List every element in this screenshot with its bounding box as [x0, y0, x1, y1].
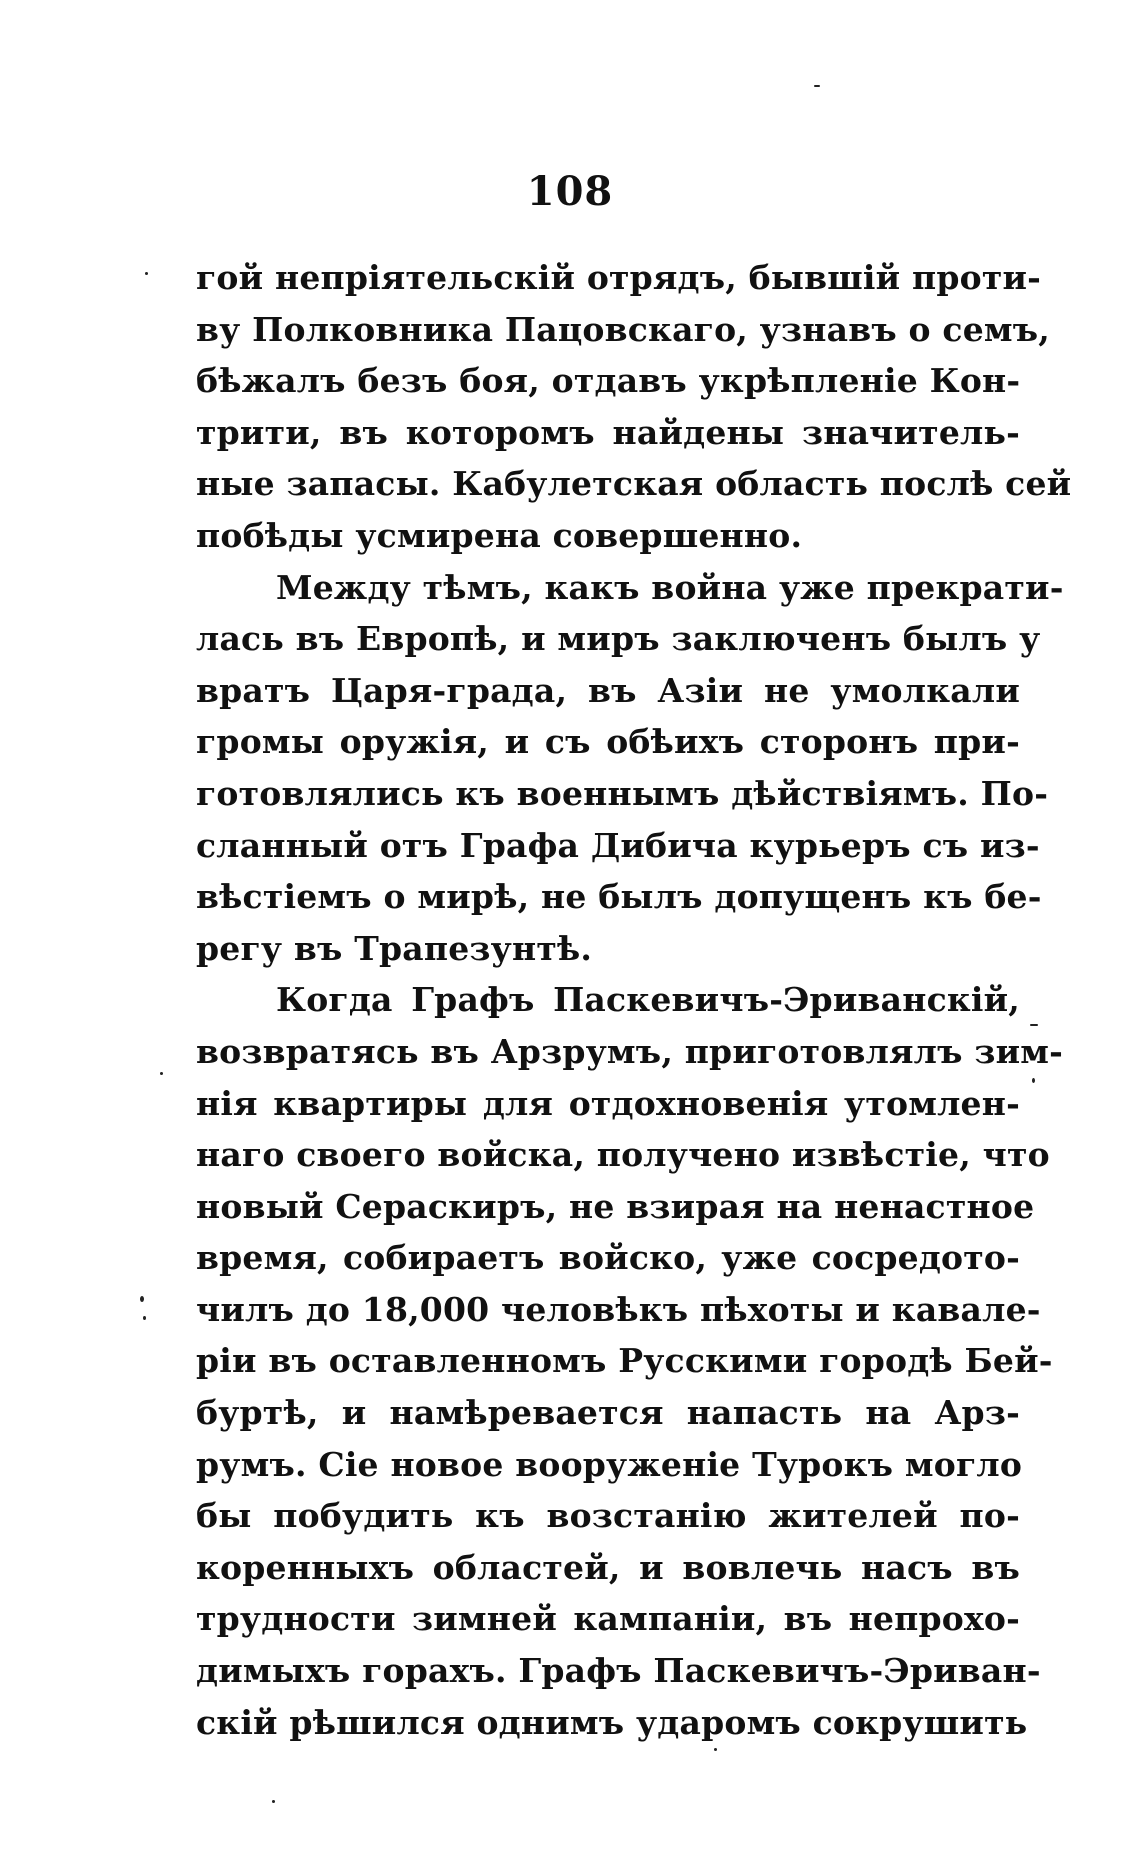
- scan-speck: [140, 1296, 144, 1302]
- scan-speck: [1032, 1078, 1035, 1083]
- text-line: чилъ до 18,000 человѣкъ пѣхоты и кавале-: [196, 1289, 1041, 1329]
- scan-speck: [814, 85, 820, 87]
- text-line: трудности зимней кампаніи, въ непрохо-: [196, 1599, 1020, 1639]
- text-line: побѣды усмирена совершенно.: [196, 515, 803, 555]
- text-line: буртѣ, и намѣревается напасть на Арз-: [196, 1393, 1020, 1433]
- text-line: ные запасы. Кабулетская область послѣ сей: [196, 464, 1072, 504]
- scan-speck: [1030, 1024, 1038, 1026]
- scan-speck: [143, 1316, 146, 1320]
- text-line: румъ. Сіе новое вооруженіе Турокъ могло: [196, 1444, 1023, 1484]
- page-number: 108: [526, 168, 614, 215]
- text-line: Когда Графъ Паскевичъ-Эриванскій,: [276, 980, 1020, 1020]
- text-line: димыхъ горахъ. Графъ Паскевичъ-Эриван-: [196, 1651, 1041, 1691]
- paragraph: [196, 252, 1072, 562]
- text-line: вратъ Царя-града, въ Азіи не умолкали: [196, 670, 1020, 710]
- text-line: бы побудить къ возстанію жителей по-: [196, 1496, 1020, 1536]
- text-line: возвратясь въ Арзрумъ, приготовлялъ зим-: [196, 1031, 1064, 1071]
- text-line: ріи въ оставленномъ Русскими городѣ Бей-: [196, 1341, 1053, 1381]
- text-line: вѣстіемъ о мирѣ, не былъ допущенъ къ бе-: [196, 877, 1042, 917]
- text-line: бѣжалъ безъ боя, отдавъ укрѣпленіе Кон-: [196, 361, 1021, 401]
- text-line: лась въ Европѣ, и миръ заключенъ былъ у: [196, 619, 1041, 659]
- text-line: сланный отъ Графа Дибича курьеръ съ из-: [196, 825, 1040, 865]
- paragraph: [196, 562, 1064, 975]
- paragraph: [196, 974, 1064, 1748]
- text-line: ву Полковника Пацовскаго, узнавъ о семъ,: [196, 309, 1050, 349]
- text-line: громы оружія, и съ обѣихъ сторонъ при-: [196, 722, 1020, 762]
- text-line: скій рѣшился однимъ ударомъ сокрушить: [196, 1702, 1028, 1742]
- text-line: новый Сераскиръ, не взирая на ненастное: [196, 1186, 1035, 1226]
- scan-speck: [160, 1072, 163, 1075]
- text-line: нія квартиры для отдохновенія утомлен-: [196, 1083, 1020, 1123]
- text-line: Между тѣмъ, какъ война уже прекрати-: [276, 567, 1064, 607]
- text-line: коренныхъ областей, и вовлечь насъ въ: [196, 1547, 1020, 1587]
- scan-speck: [714, 1748, 717, 1751]
- body-text: [196, 252, 1072, 1748]
- scan-speck: [145, 272, 148, 275]
- text-line: гой непріятельскій отрядъ, бывшій проти-: [196, 258, 1042, 297]
- scan-speck: [272, 1800, 275, 1803]
- text-line: готовлялись къ военнымъ дѣйствіямъ. По-: [196, 773, 1049, 813]
- text-line: время, собираетъ войско, уже сосредото-: [196, 1238, 1020, 1278]
- text-line: трити, въ которомъ найдены значитель-: [196, 412, 1020, 452]
- text-line: регу въ Трапезунтѣ.: [196, 928, 593, 968]
- text-line: наго своего войска, получено извѣстіе, что: [196, 1135, 1050, 1175]
